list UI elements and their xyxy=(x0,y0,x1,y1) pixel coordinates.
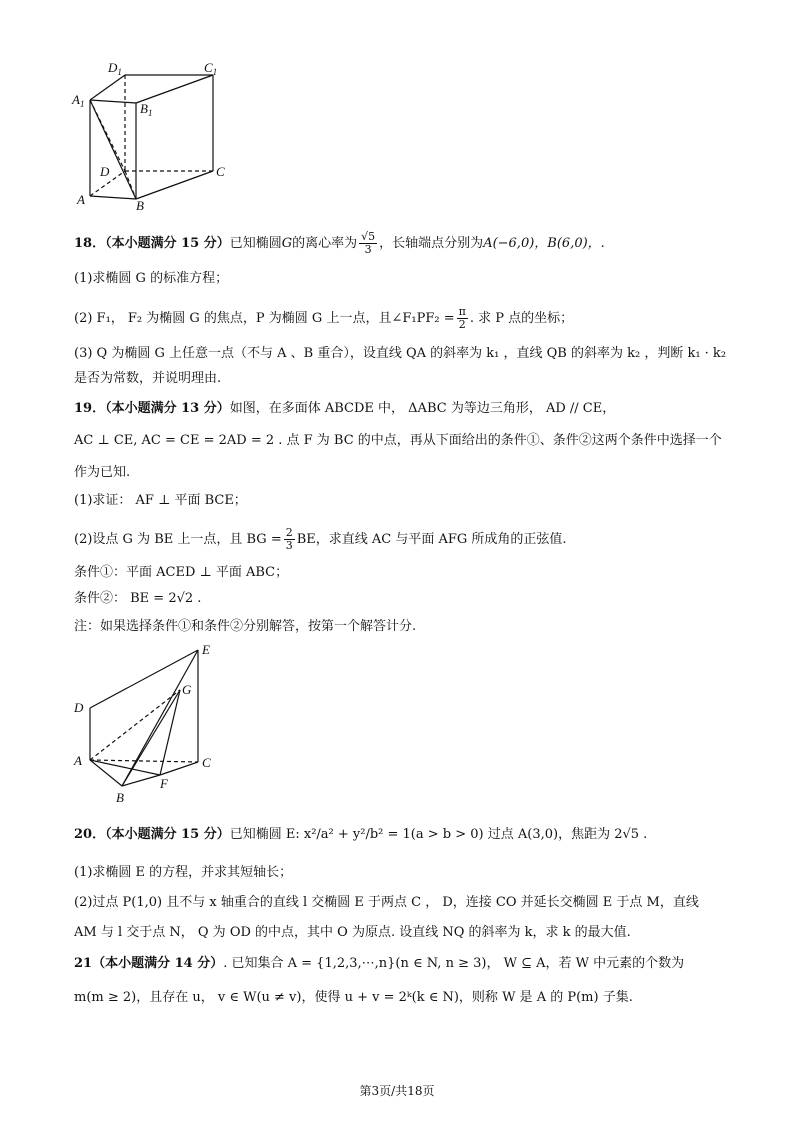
label-B: B xyxy=(136,198,144,213)
q18-part3-line1: (3) Q 为椭圆 G 上任意一点（不与 A 、B 重合），设直线 QA 的斜率为 k₁ ，直线 QB 的斜率为 k₂ ，判断 k₁ · k₂ xyxy=(74,346,727,361)
label-D: D xyxy=(100,164,110,179)
label-A: A xyxy=(74,753,82,768)
label-C: C xyxy=(202,755,211,770)
q21-line2: m(m ≥ 2)，且存在 u， v ∈ W(u ≠ v)，使得 u + v = 2ᵏ(k ∈ N)，则称 W 是 A 的 P(m) 子集. xyxy=(74,990,633,1005)
label-D1: $D_1$ xyxy=(108,60,122,77)
label-C: C xyxy=(216,164,225,179)
q19-head: 19．（本小题满分 13 分） xyxy=(74,401,230,416)
q19-part1: (1)求证： AF ⊥ 平面 BCE； xyxy=(74,493,247,508)
q20-part2-line2: AM 与 l 交于点 N， Q 为 OD 的中点，其中 O 为原点. 设直线 NQ 的斜率为 k，求 k 的最大值. xyxy=(74,925,631,940)
label-A: A xyxy=(77,192,85,207)
q18-part2: (2) F₁， F₂ 为椭圆 G 的焦点，P 为椭圆 G 上一点，且∠F₁PF₂ = $\frac{\pi}{2}$ . 求 P 点的坐标； xyxy=(74,305,574,331)
q18-part3-line2: 是否为常数，并说明理由. xyxy=(74,371,222,386)
q19-part2: (2)设点 G 为 BE 上一点，且 BG = $\frac{2}{3}$ BE，求直线 AC 与平面 AFG 所成角的正弦值. xyxy=(74,526,567,552)
q19-note: 注：如果选择条件①和条件②分别解答，按第一个解答计分. xyxy=(74,619,417,634)
label-A1: $A_1$ xyxy=(72,92,85,109)
q18-head: 18．（本小题满分 15 分） xyxy=(74,236,230,251)
q19-line1: 19．（本小题满分 13 分）如图，在多面体 ABCDE 中， ΔABC 为等边三角形， AD // CE， xyxy=(74,401,616,416)
label-C1: $C_1$ xyxy=(204,60,218,77)
q21-line1: 21（本小题满分 14 分）. 已知集合 A = {1,2,3,⋯,n}(n ∈ N, n ≥ 3)， W ⊆ A，若 W 中元素的个数为 xyxy=(74,956,685,971)
angle-fraction: $\frac{\pi}{2}$ xyxy=(458,305,466,331)
label-E: E xyxy=(202,642,210,657)
prism-figure xyxy=(70,58,240,218)
q19-line2: AC ⊥ CE, AC = CE = 2AD = 2 . 点 F 为 BC 的中点，再从下面给出的条件①、条件②这两个条件中选择一个 xyxy=(74,433,722,448)
q19-line3: 作为已知. xyxy=(74,465,131,480)
page-footer: 第3页/共18页 xyxy=(359,1084,435,1098)
label-B1: $B_1$ xyxy=(140,101,153,118)
q20-stem: 20．（本小题满分 15 分）已知椭圆 E: x²/a² + y²/b² = 1(a > b > 0) 过点 A(3,0)，焦距为 2√5 . xyxy=(74,827,648,842)
label-G: G xyxy=(182,682,192,697)
label-D: D xyxy=(74,700,84,715)
polyhedron-figure xyxy=(70,640,230,810)
q18-part1: (1)求椭圆 G 的标准方程； xyxy=(74,271,229,286)
q20-part2-line1: (2)过点 P(1,0) 且不与 x 轴重合的直线 l 交椭圆 E 于两点 C ， D，连接 CO 并延长交椭圆 E 于点 M，直线 xyxy=(74,895,699,910)
q20-head: 20．（本小题满分 15 分） xyxy=(74,827,230,842)
q19-condition1: 条件①：平面 ACED ⊥ 平面 ABC； xyxy=(74,565,289,580)
label-B: B xyxy=(116,790,124,805)
bg-fraction: $\frac{2}{3}$ xyxy=(285,526,293,552)
q20-part1: (1)求椭圆 E 的方程，并求其短轴长； xyxy=(74,865,293,880)
q19-condition2: 条件②： BE = 2√2 . xyxy=(74,591,202,606)
eccentricity-fraction: $\frac{√5}{3}$ xyxy=(361,230,376,256)
q21-head: 21（本小题满分 14 分） xyxy=(74,956,224,971)
q18-stem: 18．（本小题满分 15 分）已知椭圆G的离心率为 $\frac{√5}{3}$ ，长轴端点分别为A(−6,0)，B(6,0)，. xyxy=(74,230,605,256)
label-F: F xyxy=(160,776,168,791)
